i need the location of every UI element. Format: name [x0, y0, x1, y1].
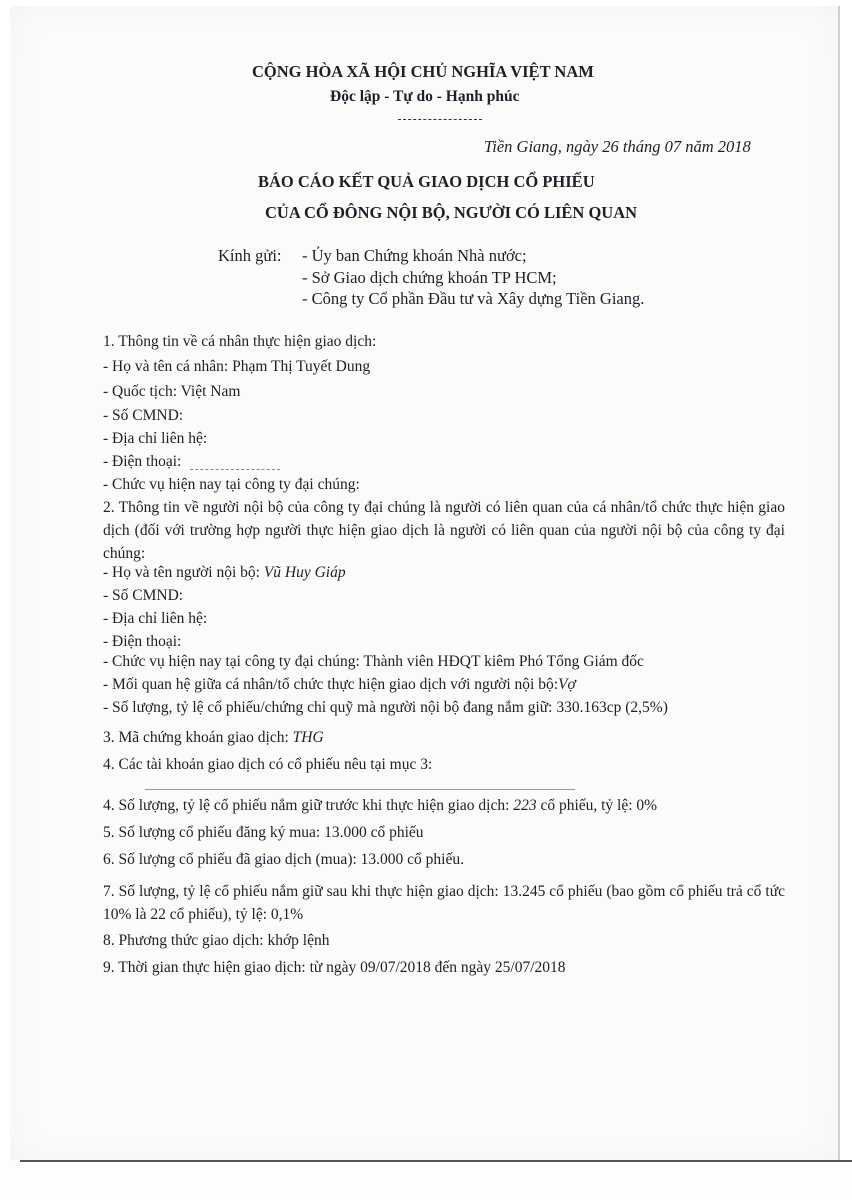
section2-id: - Số CMND: [103, 587, 184, 604]
section1-id: - Số CMND: [103, 407, 184, 424]
holding-label: - Số lượng, tỷ lệ cổ phiếu/chứng chỉ quỹ mà người nội bộ đang nắm giữ: [103, 699, 553, 716]
section4-before-holding [103, 797, 657, 815]
section2-relation [103, 676, 576, 694]
motto: Độc lập - Tự do - Hạnh phúc [330, 88, 520, 105]
section3 [103, 729, 324, 747]
section2-position [103, 653, 644, 671]
section1-name: - Họ và tên cá nhân: Phạm Thị Tuyết Dung [103, 358, 371, 375]
section6-traded: 6. Số lượng cổ phiếu đã giao dịch (mua): 13.000 cổ phiếu. [103, 851, 464, 868]
report-title-line2: CỦA CỔ ĐÔNG NỘI BỘ, NGƯỜI CÓ LIÊN QUAN [265, 203, 638, 222]
ticker-label: 3. Mã chứng khoán giao dịch: [103, 729, 289, 746]
section5-registered: 5. Số lượng cổ phiếu đăng ký mua: 13.000 cổ phiếu [103, 824, 424, 841]
place-date: Tiền Giang, ngày 26 tháng 07 năm 2018 [484, 137, 751, 156]
section1-phone: - Điện thoại: [103, 453, 182, 470]
ticker-value: THG [292, 729, 324, 746]
section4-accounts: 4. Các tài khoản giao dịch có cổ phiếu nêu tại mục 3: [103, 756, 433, 773]
recipients-label: Kính gửi: [218, 246, 282, 265]
relation-value: Vợ [558, 676, 576, 693]
before-holding-label: 4. Số lượng, tỷ lệ cổ phiếu nắm giữ trước khi thực hiện giao dịch: [103, 797, 510, 814]
recipient-item: - Công ty Cổ phần Đầu tư và Xây dựng Tiền Giang. [302, 289, 645, 308]
section2-insider [103, 564, 346, 582]
section2-phone: - Điện thoại: [103, 633, 182, 650]
section1-nationality: - Quốc tịch: Việt Nam [103, 383, 241, 400]
insider-label: - Họ và tên người nội bộ: [103, 564, 260, 581]
accounts-redaction-line [145, 789, 575, 790]
recipient-item: - Sở Giao dịch chứng khoán TP HCM; [302, 268, 557, 287]
before-holding-suffix: cổ phiếu, tỷ lệ: 0% [540, 797, 658, 814]
relation-label: - Mối quan hệ giữa cá nhân/tổ chức thực hiện giao dịch với người nội bộ: [103, 676, 559, 693]
report-title-line1: BÁO CÁO KẾT QUẢ GIAO DỊCH CỔ PHIẾU [258, 172, 595, 191]
before-holding-value: 223 [513, 797, 537, 814]
section2-heading: 2. Thông tin về người nội bộ của công ty đại chúng là người có liên quan của cá nhân/tổ chức thực hiện giao dịch (đối với trường hợp người thực hiện giao dịch là người có liên quan của người nội bộ của công ty đại chúng: [103, 499, 785, 562]
nation-heading: CỘNG HÒA XÃ HỘI CHỦ NGHĨA VIỆT NAM [252, 62, 594, 81]
insider-name: Vũ Huy Giáp [263, 564, 346, 581]
section1-position: - Chức vụ hiện nay tại công ty đại chúng: [103, 476, 360, 493]
section8-method: 8. Phương thức giao dịch: khớp lệnh [103, 932, 330, 949]
position-label: - Chức vụ hiện nay tại công ty đại chúng: [103, 653, 360, 670]
recipient-item: - Ủy ban Chứng khoán Nhà nước; [302, 246, 527, 265]
position-value: Thành viên HĐQT kiêm Phó Tổng Giám đốc [363, 653, 644, 670]
section9-period: 9. Thời gian thực hiện giao dịch: từ ngày 09/07/2018 đến ngày 25/07/2018 [103, 959, 566, 976]
section1-heading: 1. Thông tin về cá nhân thực hiện giao dịch: [103, 333, 377, 350]
phone-redaction-line [190, 469, 280, 470]
holding-value: 330.163cp (2,5%) [556, 699, 668, 716]
scan-margin [0, 1162, 852, 1200]
section2-holding [103, 699, 668, 717]
section1-address: - Địa chỉ liên hệ: [103, 430, 208, 447]
section7-after-holding: 7. Số lượng, tỷ lệ cổ phiếu nắm giữ sau khi thực hiện giao dịch: 13.245 cổ phiếu (bao gồm cổ phiếu trả cổ tức 10% là 22 cổ phiếu), tỷ lệ: 0,1% [103, 883, 785, 923]
section2-address: - Địa chỉ liên hệ: [103, 610, 208, 627]
motto-underline [398, 119, 482, 120]
